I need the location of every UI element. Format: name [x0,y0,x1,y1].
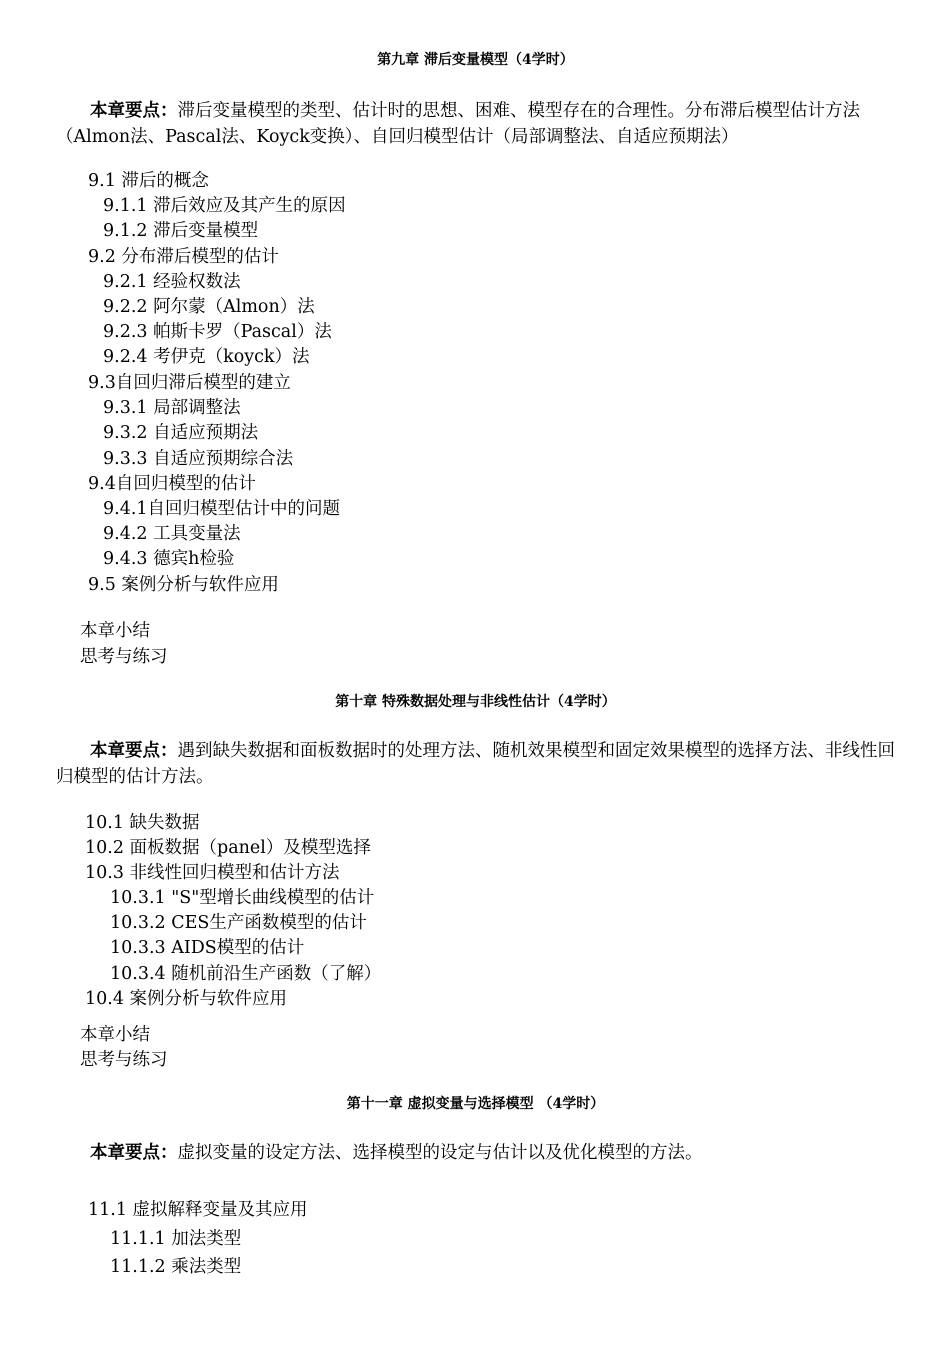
chapter9-key-points [56,98,906,150]
toc-item: 10.3.3 AIDS模型的估计 [110,938,305,958]
chapter10-key-text: 遇到缺失数据和面板数据时的处理方法、随机效果模型和固定效果模型的选择方法、非线性回归模型的估计方法。 [56,741,895,787]
toc-item: 9.5 案例分析与软件应用 [88,575,279,595]
toc-item: 9.2.3 帕斯卡罗（Pascal）法 [103,322,332,342]
toc-item: 9.3自回归滞后模型的建立 [88,373,291,393]
toc-item: 10.2 面板数据（panel）及模型选择 [85,838,371,858]
toc-item: 9.1.2 滞后变量模型 [103,221,259,241]
toc-item: 10.3 非线性回归模型和估计方法 [85,863,340,883]
chapter10-key-points [56,738,906,790]
chapter11-key-points [56,1140,906,1166]
chapter9-summary: 本章小结 [80,621,150,641]
chapter10-summary: 本章小结 [80,1025,150,1045]
chapter9-exercises: 思考与练习 [80,647,168,667]
toc-item: 11.1.2 乘法类型 [110,1257,242,1277]
toc-item: 9.4.1自回归模型估计中的问题 [103,499,341,519]
toc-item: 10.3.4 随机前沿生产函数（了解） [110,964,382,984]
toc-item: 11.1.1 加法类型 [110,1229,242,1249]
toc-item: 9.4.2 工具变量法 [103,524,241,544]
toc-item: 9.2.4 考伊克（koyck）法 [103,347,310,367]
toc-item: 10.3.1 "S"型增长曲线模型的估计 [110,888,375,908]
chapter10-exercises: 思考与练习 [80,1050,168,1070]
chapter11-title: 第十一章 虚拟变量与选择模型 （4学时） [346,1096,605,1112]
toc-item: 10.1 缺失数据 [85,813,200,833]
toc-item: 9.2.1 经验权数法 [103,272,241,292]
chapter11-key-text: 虚拟变量的设定方法、选择模型的设定与估计以及优化模型的方法。 [177,1143,703,1163]
toc-item: 9.4.3 德宾h检验 [103,549,235,569]
toc-item: 9.1 滞后的概念 [88,171,209,191]
chapter11-key-label: 本章要点： [90,1143,178,1163]
chapter10-title: 第十章 特殊数据处理与非线性估计（4学时） [335,694,616,710]
toc-item: 9.1.1 滞后效应及其产生的原因 [103,196,346,216]
toc-item: 9.4自回归模型的估计 [88,474,256,494]
toc-item: 10.4 案例分析与软件应用 [85,989,288,1009]
toc-item: 10.3.2 CES生产函数模型的估计 [110,913,367,933]
chapter10-key-label: 本章要点： [90,741,178,761]
chapter9-key-label: 本章要点： [90,101,178,121]
toc-item: 9.3.1 局部调整法 [103,398,241,418]
toc-item: 11.1 虚拟解释变量及其应用 [88,1200,308,1220]
toc-item: 9.3.2 自适应预期法 [103,423,259,443]
toc-item: 9.2.2 阿尔蒙（Almon）法 [103,297,315,317]
toc-item: 9.2 分布滞后模型的估计 [88,247,279,267]
chapter9-title: 第九章 滞后变量模型（4学时） [377,52,574,68]
chapter9-key-text: 滞后变量模型的类型、估计时的思想、困难、模型存在的合理性。分布滞后模型估计方法（Almon法、Pascal法、Koyck变换）、自回归模型估计（局部调整法、自适应预期法） [56,101,860,147]
toc-item: 9.3.3 自适应预期综合法 [103,449,294,469]
